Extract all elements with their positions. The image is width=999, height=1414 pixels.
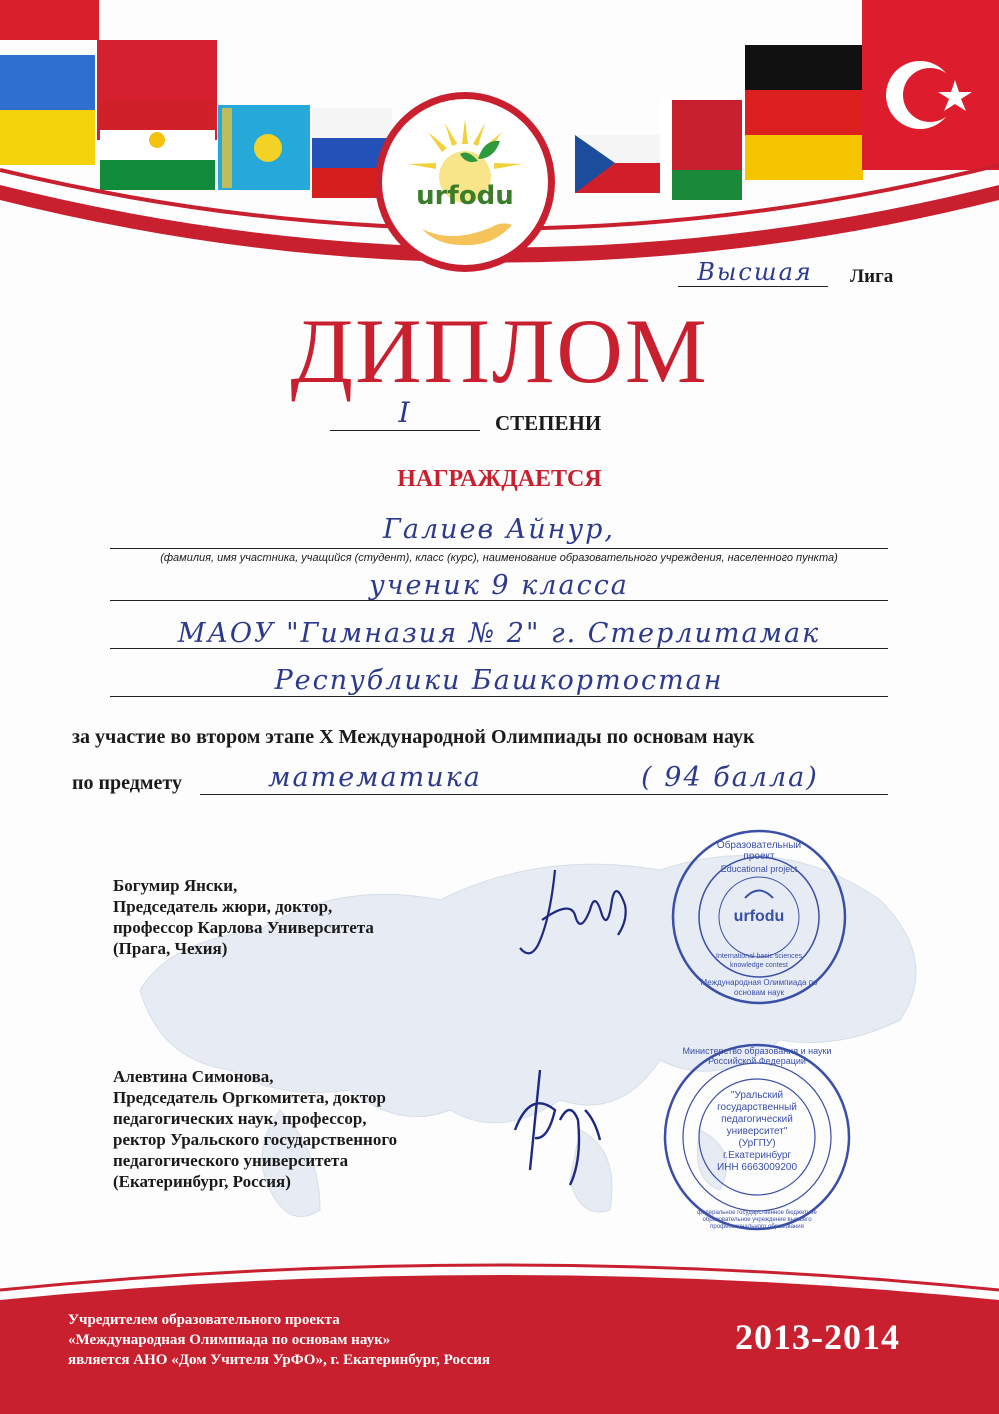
flag-belarus <box>660 100 742 200</box>
signer2-block <box>113 1066 473 1192</box>
signature-1 <box>510 860 640 970</box>
seal1-inner-bottom: International basic sciences knowledge contest <box>716 953 802 969</box>
logo-text: urfodu <box>416 181 514 211</box>
flag-kazakhstan <box>218 105 310 190</box>
flag-turkey <box>862 0 999 170</box>
seal2-l7: ИНН 6663009200 <box>716 1162 798 1173</box>
subject-value: математика <box>268 762 482 793</box>
recipient-line4-underline <box>110 696 888 697</box>
degree-label: СТЕПЕНИ <box>495 411 602 435</box>
recipient-name: Галиев Айнур, <box>383 514 615 545</box>
signer1-block <box>113 875 453 959</box>
recipient-caption: (фамилия, имя участника, учащийся (студент), класс (курс), наименование образовательного учреждения, населенного пункта) <box>160 552 838 564</box>
flag-czech <box>575 135 665 193</box>
seal2-inner: федеральное государственное бюджетное образовательное учреждение высшего профессионального образования <box>697 1210 817 1230</box>
flag-belarus-left <box>0 0 99 40</box>
footer-years: 2013-2014 <box>735 1317 900 1357</box>
seal1-center: urfodu <box>733 908 785 925</box>
league-label: Лига <box>850 266 894 287</box>
signer2-title4: педагогического университета <box>113 1151 349 1170</box>
signer1-title2: профессор Карлова Университета <box>113 918 374 937</box>
footer-line1: Учредителем образовательного проекта <box>68 1312 340 1328</box>
flag-germany <box>745 45 863 180</box>
seal-urgpu <box>662 1042 852 1232</box>
recipient-line2-underline <box>110 600 888 601</box>
seal2-l3: педагогический <box>721 1114 793 1125</box>
awarded-heading: НАГРАЖДАЕТСЯ <box>397 466 602 492</box>
signer1-title1: Председатель жюри, доктор, <box>113 897 333 916</box>
flag-ukraine <box>0 55 95 165</box>
seal1-inner-top: Educational project <box>720 864 798 874</box>
seal2-l1: "Уральский <box>730 1090 784 1101</box>
recipient-line3: МАОУ "Гимназия № 2" г. Стерлитамак <box>177 618 821 649</box>
degree-value: I <box>398 396 412 429</box>
signer2-title1: Председатель Оргкомитета, доктор <box>113 1088 386 1107</box>
seal2-l2: государственный <box>717 1102 797 1113</box>
recipient-line3-underline <box>110 648 888 649</box>
degree-underline <box>330 430 480 431</box>
signer2-title3: ректор Уральского государственного <box>113 1130 398 1149</box>
seal2-outer: Министерство образования и науки Российской Федерации <box>682 1046 832 1066</box>
participation-text: за участие во втором этапе X Международной Олимпиады по основам наук <box>72 726 755 748</box>
subject-score: ( 94 балла) <box>641 762 819 793</box>
seal2-center <box>707 1090 807 1174</box>
recipient-line2: ученик 9 класса <box>369 570 629 601</box>
seal1-outer-top: Образовательный проект <box>716 840 802 862</box>
urfodu-logo <box>375 92 555 272</box>
seal2-l5: (УрГПУ) <box>738 1138 776 1149</box>
league-underline <box>678 286 828 287</box>
footer-line2: «Международная Олимпиада по основам наук» <box>68 1332 391 1348</box>
subject-label: по предмету <box>72 772 182 794</box>
diploma-title: ДИПЛОМ <box>290 300 709 402</box>
seal-urfodu <box>670 828 848 1006</box>
seal2-l4: университет" <box>726 1126 788 1137</box>
signer2-name: Алевтина Симонова, <box>113 1067 274 1086</box>
seal1-outer-bottom: Международная Олимпиада по основам наук <box>700 978 818 997</box>
footer-text <box>68 1310 628 1370</box>
signer2-title2: педагогических наук, профессор, <box>113 1109 367 1128</box>
signer2-place: (Екатеринбург, Россия) <box>113 1172 291 1191</box>
league-value: Высшая <box>697 258 813 286</box>
recipient-name-line <box>110 548 888 549</box>
recipient-line4: Республики Башкортостан <box>274 665 724 696</box>
signer1-name: Богумир Янски, <box>113 876 238 895</box>
signer1-place: (Прага, Чехия) <box>113 939 228 958</box>
flag-tajikistan <box>100 100 215 190</box>
footer-line3: является АНО «Дом Учителя УрФО», г. Екатеринбург, Россия <box>68 1352 491 1368</box>
signature-2 <box>500 1060 620 1190</box>
seal2-l6: г.Екатеринбург <box>722 1150 792 1161</box>
